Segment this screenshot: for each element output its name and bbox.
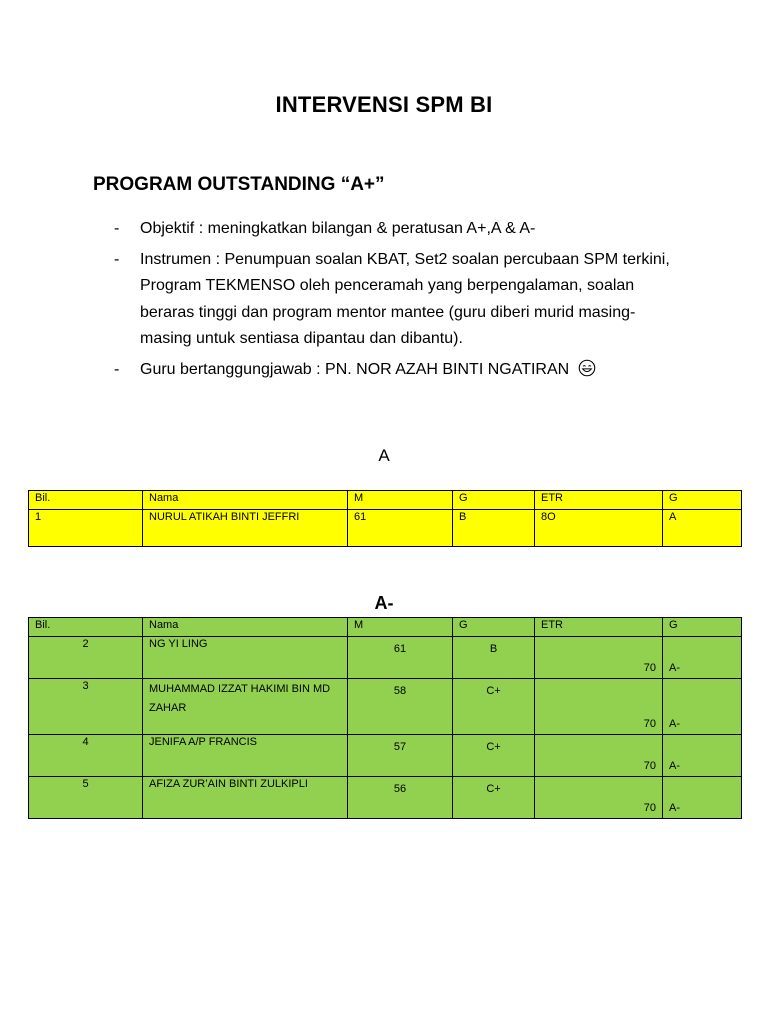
table-header-row — [29, 491, 742, 510]
table-header-row — [29, 618, 742, 637]
cell-bil: 5 — [29, 777, 143, 819]
cell-m: 61 — [348, 637, 453, 679]
cell-g: C+ — [453, 777, 535, 819]
cell-g: C+ — [453, 679, 535, 735]
bullet-dash: - — [114, 360, 120, 378]
cell-g2: A- — [663, 735, 742, 777]
header-bil: Bil. — [29, 618, 143, 637]
cell-bil: 4 — [29, 735, 143, 777]
bullet-list — [112, 216, 672, 387]
cell-bil: 1 — [29, 510, 143, 547]
header-m: M — [348, 491, 453, 510]
table-row — [29, 735, 742, 777]
header-etr: ETR — [535, 491, 663, 510]
section-label-a-minus: A- — [374, 593, 394, 613]
smiley-face-icon — [578, 359, 596, 377]
bullet-item-instrumen — [112, 247, 672, 353]
header-g2: G — [663, 491, 742, 510]
cell-nama: JENIFA A/P FRANCIS — [143, 735, 348, 777]
cell-m: 61 — [348, 510, 453, 547]
cell-bil: 3 — [29, 679, 143, 735]
table-row — [29, 679, 742, 735]
bullet-dash: - — [114, 250, 120, 268]
bullet-text: Objektif : meningkatkan bilangan & peratusan A+,A & A- — [140, 220, 536, 237]
header-g2: G — [663, 618, 742, 637]
header-g: G — [453, 491, 535, 510]
bullet-dash: - — [114, 220, 120, 237]
table-row — [29, 637, 742, 679]
program-heading: PROGRAM OUTSTANDING “A+” — [93, 174, 385, 195]
cell-g2: A- — [663, 679, 742, 735]
cell-m: 58 — [348, 679, 453, 735]
cell-g: B — [453, 637, 535, 679]
section-label-a: A — [378, 446, 390, 465]
header-bil: Bil. — [29, 491, 143, 510]
table-grade-a-minus — [28, 617, 742, 819]
header-nama: Nama — [143, 491, 348, 510]
cell-etr: 70 — [535, 679, 663, 735]
cell-bil: 2 — [29, 637, 143, 679]
document-title: INTERVENSI SPM BI — [275, 92, 493, 117]
cell-nama: AFIZA ZUR’AIN BINTI ZULKIPLI — [143, 777, 348, 819]
bullet-text: Guru bertanggungjawab : PN. NOR AZAH BINTI NGATIRAN — [140, 360, 570, 378]
header-nama: Nama — [143, 618, 348, 637]
cell-g2: A- — [663, 777, 742, 819]
header-m: M — [348, 618, 453, 637]
table-row — [29, 777, 742, 819]
table-row — [29, 510, 742, 547]
cell-nama: NURUL ATIKAH BINTI JEFFRI — [143, 510, 348, 547]
cell-etr: 70 — [535, 735, 663, 777]
cell-m: 56 — [348, 777, 453, 819]
cell-etr: 70 — [535, 777, 663, 819]
table-grade-a — [28, 490, 742, 547]
bullet-item-guru — [112, 357, 672, 384]
cell-g2: A — [663, 510, 742, 547]
cell-nama: NG YI LING — [143, 637, 348, 679]
bullet-item-objektif — [112, 216, 672, 243]
header-etr: ETR — [535, 618, 663, 637]
cell-nama: MUHAMMAD IZZAT HAKIMI BIN MD ZAHAR — [143, 679, 348, 735]
cell-etr: 70 — [535, 637, 663, 679]
bullet-text: Instrumen : Penumpuan soalan KBAT, Set2 soalan percubaan SPM terkini, Program TEKMENSO oleh penceramah yang berpengalaman, soalan beraras tinggi dan program mentor mantee (guru diberi murid masing-masing untuk sentiasa dipantau dan dibantu). — [140, 250, 670, 347]
cell-g2: A- — [663, 637, 742, 679]
cell-m: 57 — [348, 735, 453, 777]
cell-g: C+ — [453, 735, 535, 777]
cell-etr: 8O — [535, 510, 663, 547]
cell-g: B — [453, 510, 535, 547]
header-g: G — [453, 618, 535, 637]
